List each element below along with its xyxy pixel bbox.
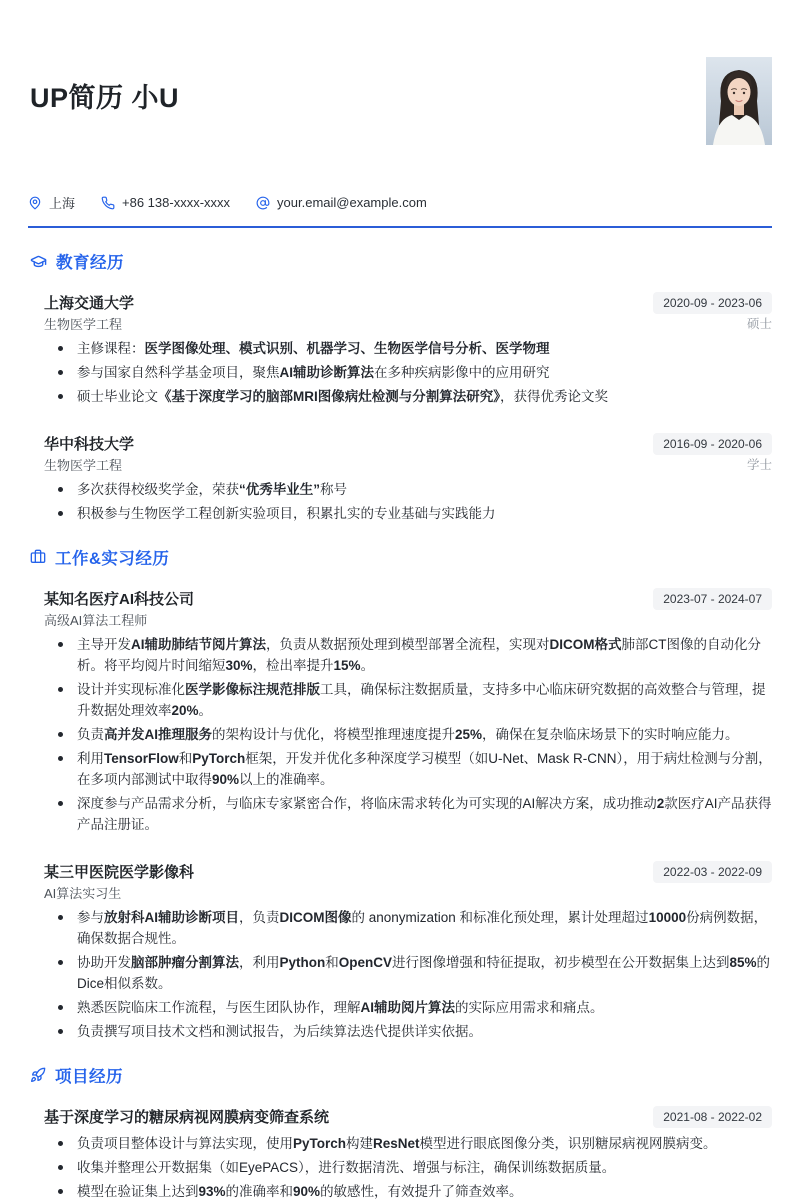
entry-bullets (44, 338, 772, 407)
bullet-item: 收集并整理公开数据集（如EyePACS），进行数据清洗、增强与标注，确保训练数据质量。 (44, 1157, 772, 1178)
entry-bullets (44, 634, 772, 835)
section-header (30, 250, 772, 272)
date-badge: 2022-03 - 2022-09 (653, 861, 772, 883)
bullet-item: 设计并实现标准化医学影像标注规范排版工具，确保标注数据质量，支持多中心临床研究数据的高效整合与管理，提升数据处理效率20%。 (44, 679, 772, 721)
date-badge: 2021-08 - 2022-02 (653, 1106, 772, 1128)
degree-label: 硕士 (746, 317, 772, 331)
entry-header (44, 588, 772, 610)
contact-row (28, 193, 772, 212)
resume-entry (44, 588, 772, 835)
entry-bullets (44, 1133, 772, 1202)
entry-bullets (44, 479, 772, 524)
phone-icon (101, 196, 115, 210)
section-header (30, 1064, 772, 1086)
degree-label: 学士 (746, 458, 772, 472)
entry-title: 华中科技大学 (44, 435, 135, 453)
bullet-item: 模型在验证集上达到93%的准确率和90%的敏感性，有效提升了筛查效率。 (44, 1181, 772, 1202)
section-education (28, 250, 772, 524)
entry-title: 基于深度学习的糖尿病视网膜病变筛查系统 (44, 1108, 330, 1126)
contact-location-text: 上海 (49, 196, 76, 211)
profile-photo (706, 57, 772, 145)
bullet-item: 主导开发AI辅助肺结节阅片算法，负责从数据预处理到模型部署全流程，实现对DICOM格式肺部CT图像的自动化分析。将平均阅片时间缩短30%，检出率提升15%。 (44, 634, 772, 676)
entry-bullets (44, 907, 772, 1042)
section-title: 项目经历 (55, 1068, 123, 1086)
section-work-experience (28, 546, 772, 1042)
date-badge: 2020-09 - 2023-06 (653, 292, 772, 314)
resume-entry (44, 292, 772, 407)
bullet-item: 协助开发脑部肿瘤分割算法，利用Python和OpenCV进行图像增强和特征提取，初步模型在公开数据集上达到85%的Dice相似系数。 (44, 952, 772, 994)
contact-email-text: your.email@example.com (277, 195, 427, 210)
entry-header (44, 433, 772, 455)
entry-title: 某三甲医院医学影像科 (44, 863, 195, 881)
header-divider (28, 226, 772, 228)
date-badge: 2016-09 - 2020-06 (653, 433, 772, 455)
entry-subtitle-row (44, 316, 772, 333)
resume-sections (28, 250, 772, 1202)
entry-title: 上海交通大学 (44, 294, 135, 312)
section-title: 工作&实习经历 (55, 550, 170, 568)
bullet-item: 负责撰写项目技术文档和测试报告，为后续算法迭代提供详实依据。 (44, 1021, 772, 1042)
bullet-item: 熟悉医院临床工作流程，与医生团队协作，理解AI辅助阅片算法的实际应用需求和痛点。 (44, 997, 772, 1018)
section-projects (28, 1064, 772, 1202)
entry-header (44, 1106, 772, 1128)
entry-title: 某知名医疗AI科技公司 (44, 590, 195, 608)
entry-header (44, 861, 772, 883)
section-header (30, 546, 772, 568)
bullet-item: 深度参与产品需求分析，与临床专家紧密合作，将临床需求转化为可实现的AI解决方案，成功推动2款医疗AI产品获得产品注册证。 (44, 793, 772, 835)
contact-email (256, 195, 427, 210)
entry-role: 生物医学工程 (44, 317, 123, 332)
bullet-item: 参与放射科AI辅助诊断项目，负责DICOM图像的 anonymization 和标准化预处理，累计处理超过10000份病例数据，确保数据合规性。 (44, 907, 772, 949)
entry-header (44, 292, 772, 314)
bullet-item: 负责项目整体设计与算法实现，使用PyTorch构建ResNet模型进行眼底图像分类，识别糖尿病视网膜病变。 (44, 1133, 772, 1154)
entry-role: 生物医学工程 (44, 458, 123, 473)
contact-location (28, 193, 75, 212)
bullet-item: 主修课程：医学图像处理、模式识别、机器学习、生物医学信号分析、医学物理 (44, 338, 772, 359)
briefcase-icon (30, 549, 46, 565)
section-title: 教育经历 (56, 254, 124, 272)
entry-subtitle-row (44, 612, 772, 629)
contact-phone (101, 195, 230, 210)
bullet-item: 积极参与生物医学工程创新实验项目，积累扎实的专业基础与实践能力 (44, 503, 772, 524)
date-badge: 2023-07 - 2024-07 (653, 588, 772, 610)
resume-entry (44, 433, 772, 524)
bullet-item: 多次获得校级奖学金，荣获“优秀毕业生”称号 (44, 479, 772, 500)
entry-role: 高级AI算法工程师 (44, 613, 148, 628)
entry-role: AI算法实习生 (44, 886, 122, 901)
location-pin-icon (28, 196, 42, 210)
bullet-item: 硕士毕业论文《基于深度学习的脑部MRI图像病灶检测与分割算法研究》，获得优秀论文奖 (44, 386, 772, 407)
resume-entry (44, 861, 772, 1042)
contact-phone-text: +86 138-xxxx-xxxx (122, 195, 231, 210)
graduation-cap-icon (30, 253, 47, 270)
resume-header (28, 0, 772, 145)
entry-subtitle-row (44, 885, 772, 902)
bullet-item: 负责高并发AI推理服务的架构设计与优化，将模型推理速度提升25%，确保在复杂临床场景下的实时响应能力。 (44, 724, 772, 745)
profile-photo-image (706, 57, 772, 145)
bullet-item: 参与国家自然科学基金项目，聚焦AI辅助诊断算法在多种疾病影像中的应用研究 (44, 362, 772, 383)
entry-subtitle-row (44, 457, 772, 474)
bullet-item: 利用TensorFlow和PyTorch框架，开发并优化多种深度学习模型（如U-Net、Mask R-CNN），用于病灶检测与分割，在多项内部测试中取得90%以上的准确率。 (44, 748, 772, 790)
resume-entry (44, 1106, 772, 1202)
rocket-icon (30, 1067, 46, 1083)
at-sign-icon (256, 196, 270, 210)
page-title: UP简历 小U (30, 83, 180, 113)
